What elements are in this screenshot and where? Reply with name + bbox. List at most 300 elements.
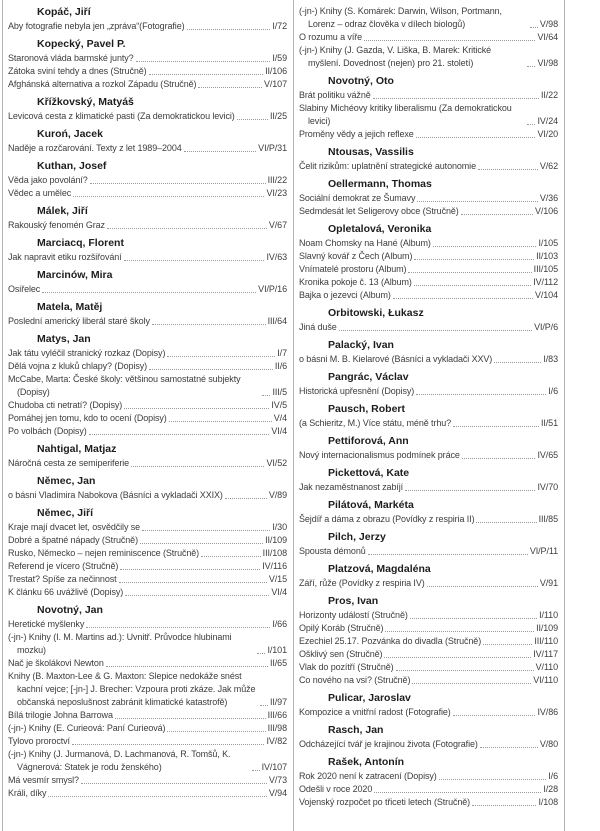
author-section — [299, 178, 558, 218]
dotted-leader — [433, 246, 537, 247]
entry-title: Sedmdesát let Seligerovy obce (Stručně) — [299, 206, 459, 216]
entry-title: Králi, díky — [8, 788, 47, 798]
entry-title: (-jn-) Knihy (J. Gazda, V. Liška, B. Marek: Kritické myšlení. Dovednost (nejen) pro 21. století) — [299, 45, 492, 68]
author-heading: Rašek, Antonín — [328, 756, 405, 768]
entry-page-ref: V/36 — [539, 193, 558, 203]
index-entry — [8, 347, 287, 360]
index-entry — [299, 353, 558, 366]
entry-page-ref: II/106 — [265, 66, 287, 76]
author-section — [8, 237, 287, 264]
entry-title: (-jn-) Knihy (I. M. Martins ad.): Uvnitř. Průvodce hlubinami mozku) — [8, 632, 232, 655]
index-entry — [299, 513, 558, 526]
author-heading: Pettiforová, Ann — [328, 435, 409, 447]
dotted-leader — [90, 183, 266, 184]
index-entry — [299, 449, 558, 462]
author-section — [8, 6, 287, 33]
dotted-leader — [368, 554, 528, 555]
author-section — [299, 724, 558, 751]
index-entry — [8, 52, 287, 65]
dotted-leader — [393, 298, 533, 299]
entry-page-ref: III/98 — [267, 723, 287, 733]
entry-title: K článku 66 uvážlivě (Dopisy) — [8, 587, 124, 597]
dotted-leader — [86, 627, 270, 628]
entry-title: Co nového na vsi? (Stručně) — [299, 675, 411, 685]
author-section — [8, 128, 287, 155]
author-section — [299, 563, 558, 590]
entry-page-ref: VI/23 — [266, 188, 287, 198]
entry-page-ref: III/22 — [267, 175, 287, 185]
entry-title: Nový internacionalismus podmínek práce — [299, 450, 460, 460]
entry-title: Jiná duše — [299, 322, 337, 332]
entry-page-ref: VI/P/6 — [534, 322, 558, 332]
entry-title: (-jn-) Knihy (E. Curieová: Paní Curieová) — [8, 723, 166, 733]
index-entry — [8, 774, 287, 787]
dotted-leader — [201, 556, 261, 557]
entry-page-ref: I/28 — [543, 784, 558, 794]
dotted-leader — [439, 779, 547, 780]
dotted-leader — [257, 653, 265, 654]
entry-title: Náročná cesta ze semiperiferie — [8, 458, 130, 468]
entry-page-ref: V/62 — [539, 161, 558, 171]
entry-page-ref: I/108 — [538, 797, 558, 807]
entry-title: Kronika pokoje č. 13 (Album) — [299, 277, 412, 287]
entry-page-ref: II/103 — [536, 251, 558, 261]
index-entry — [8, 787, 287, 800]
index-entry — [299, 661, 558, 674]
entry-title: Vědec a umělec — [8, 188, 72, 198]
entry-title: Rakouský fenomén Graz — [8, 220, 105, 230]
dotted-leader — [480, 747, 538, 748]
author-heading: Pickettová, Kate — [328, 467, 410, 479]
author-heading: Platzová, Magdaléna — [328, 563, 431, 575]
author-section — [8, 604, 287, 800]
entry-title: Má vesmír smysl? — [8, 775, 79, 785]
entry-page-ref: IV/5 — [271, 400, 287, 410]
author-section — [8, 205, 287, 232]
entry-title: Afghánská alternativa a rozkol Západu (Stručně) — [8, 79, 197, 89]
author-heading: Kopecký, Pavel P. — [37, 38, 126, 50]
dotted-leader — [410, 618, 537, 619]
entry-title: Jak napravit etiku rozšiřování — [8, 252, 122, 262]
entry-title: Opilý Koráb (Stručně) — [299, 623, 384, 633]
author-section — [299, 223, 558, 302]
author-section — [299, 756, 558, 809]
entry-page-ref: II/22 — [540, 90, 558, 100]
author-heading: Pilátová, Markéta — [328, 499, 414, 511]
author-section — [8, 475, 287, 502]
entry-title: Proměny vědy a jejich reflexe — [299, 129, 414, 139]
author-section — [299, 403, 558, 430]
entry-page-ref: I/101 — [267, 645, 287, 655]
index-entry — [8, 283, 287, 296]
entry-page-ref: VI/20 — [537, 129, 558, 139]
author-heading: Matela, Matěj — [37, 301, 103, 313]
index-entry — [299, 545, 558, 558]
entry-page-ref: V/4 — [273, 413, 287, 423]
dotted-leader — [198, 87, 262, 88]
dotted-leader — [125, 595, 269, 596]
entry-page-ref: IV/116 — [262, 561, 287, 571]
index-entry — [8, 534, 287, 547]
entry-title: Tylovo proroctví — [8, 736, 70, 746]
index-entry — [299, 237, 558, 250]
dotted-leader — [142, 530, 270, 531]
entry-page-ref: I/7 — [277, 348, 287, 358]
entry-title: Poslední americký liberál staré školy — [8, 316, 150, 326]
entry-page-ref: VI/P/11 — [529, 546, 558, 556]
entry-title: Historická upřesnění (Dopisy) — [299, 386, 415, 396]
author-section — [8, 443, 287, 470]
index-entry — [299, 635, 558, 648]
dotted-leader — [416, 394, 546, 395]
entry-title: Rusko, Německo – nejen reminiscence (Stručně) — [8, 548, 200, 558]
dotted-leader — [478, 169, 538, 170]
index-entry — [8, 315, 287, 328]
author-section — [299, 75, 558, 141]
entry-page-ref: I/6 — [548, 771, 558, 781]
entry-page-ref: II/25 — [269, 111, 287, 121]
entry-page-ref: I/83 — [543, 354, 558, 364]
index-entry — [8, 110, 287, 123]
entry-page-ref: II/51 — [540, 418, 558, 428]
author-heading: Novotný, Jan — [37, 604, 103, 616]
entry-title: Zátoka sviní tehdy a dnes (Stručně) — [8, 66, 147, 76]
index-entry — [8, 586, 287, 599]
dotted-leader — [120, 569, 260, 570]
index-entry — [8, 547, 287, 560]
entry-page-ref: I/110 — [539, 610, 558, 620]
index-entry — [299, 5, 558, 31]
dotted-leader — [124, 260, 265, 261]
index-entry — [8, 521, 287, 534]
dotted-leader — [494, 362, 541, 363]
index-entry — [8, 457, 287, 470]
index-entry — [8, 20, 287, 33]
author-heading: Matys, Jan — [37, 333, 91, 345]
entry-title: Po volbách (Dopisy) — [8, 426, 87, 436]
index-entry — [8, 174, 287, 187]
dotted-leader — [42, 292, 256, 293]
entry-title: Dělá vojna z kluků chlapy? (Dopisy) — [8, 361, 148, 371]
entry-title: Odcházející tvář je krajinou života (Fotografie) — [299, 739, 478, 749]
dotted-leader — [237, 119, 268, 120]
entry-title: Trestat? Spíše za nečinnost — [8, 574, 117, 584]
entry-title: Pomáhej jen tomu, kdo to ocení (Dopisy) — [8, 413, 167, 423]
dotted-leader — [184, 151, 257, 152]
dotted-leader — [167, 731, 265, 732]
dotted-leader — [107, 228, 267, 229]
entry-title: Staronová vláda barmské junty? — [8, 53, 134, 63]
author-section — [8, 301, 287, 328]
entry-page-ref: I/72 — [272, 21, 287, 31]
author-section — [8, 160, 287, 200]
index-entry — [299, 622, 558, 635]
author-heading: Kuthan, Josef — [37, 160, 107, 172]
entry-page-ref: IV/117 — [533, 649, 558, 659]
index-entry — [299, 44, 558, 70]
author-heading: Rasch, Jan — [328, 724, 384, 736]
dotted-leader — [81, 783, 267, 784]
entry-page-ref: V/106 — [534, 206, 558, 216]
entry-page-ref: II/109 — [265, 535, 287, 545]
entry-title: Sociální demokrat ze Šumavy — [299, 193, 416, 203]
dotted-leader — [384, 657, 531, 658]
dotted-leader — [48, 796, 266, 797]
author-section — [299, 307, 558, 334]
dotted-leader — [414, 259, 534, 260]
index-entry — [8, 722, 287, 735]
author-section — [299, 499, 558, 526]
author-heading: Pros, Ivan — [328, 595, 379, 607]
author-heading: Palacký, Ivan — [328, 339, 394, 351]
entry-title: Horizonty událostí (Stručně) — [299, 610, 408, 620]
entry-page-ref: IV/86 — [537, 707, 558, 717]
entry-page-ref: II/65 — [269, 658, 287, 668]
entry-page-ref: VI/4 — [271, 426, 287, 436]
entry-page-ref: III/85 — [538, 514, 558, 524]
author-heading: Oellermann, Thomas — [328, 178, 432, 190]
dotted-leader — [339, 330, 532, 331]
dotted-leader — [373, 98, 539, 99]
index-entry — [299, 385, 558, 398]
dotted-leader — [152, 324, 266, 325]
entry-title: Ošklivý sen (Stručně) — [299, 649, 383, 659]
author-section — [299, 435, 558, 462]
index-entry — [299, 674, 558, 687]
entry-page-ref: IV/24 — [537, 116, 558, 126]
author-heading: Němec, Jiří — [37, 507, 94, 519]
index-entry — [8, 219, 287, 232]
dotted-leader — [149, 74, 264, 75]
author-heading: Orbitowski, Łukasz — [328, 307, 424, 319]
entry-title: (a Schieritz, M.) Více státu, méně trhu? — [299, 418, 452, 428]
index-entry — [8, 489, 287, 502]
entry-page-ref: V/104 — [534, 290, 558, 300]
index-entry — [8, 65, 287, 78]
index-entry — [8, 425, 287, 438]
dotted-leader — [483, 644, 532, 645]
entry-title: Vojenský rozpočet po třiceti letech (Stručně) — [299, 797, 471, 807]
dotted-leader — [530, 27, 538, 28]
entry-page-ref: IV/82 — [266, 736, 287, 746]
entry-page-ref: V/98 — [539, 19, 558, 29]
entry-page-ref: VI/110 — [533, 675, 558, 685]
entry-page-ref: IV/63 — [266, 252, 287, 262]
entry-title: (-jn-) Knihy (J. Jurmanová, D. Lachmanová, R. Tomšů, K. Vágnerová: Statek je rodu ženského) — [8, 749, 231, 772]
dotted-leader — [374, 792, 541, 793]
entry-title: Knihy (B. Maxton-Lee & G. Maxton: Slepice nedokáže snést kachní vejce; [-jn-] J. Brecher: Vzpoura proti zkáze. Jak může občanská neposlušnost zabránit klimatické katastrofě) — [8, 671, 256, 707]
entry-title: Jak tátu vyléčil stranický rozkaz (Dopisy) — [8, 348, 166, 358]
author-section — [299, 595, 558, 687]
index-entry — [8, 709, 287, 722]
dotted-leader — [187, 29, 271, 30]
index-entry — [299, 160, 558, 173]
entry-page-ref: IV/107 — [261, 762, 287, 772]
entry-page-ref: VI/4 — [271, 587, 287, 597]
dotted-leader — [453, 715, 536, 716]
index-entry — [8, 657, 287, 670]
entry-title: Aby fotografie nebyla jen „zpráva“(Fotografie) — [8, 21, 185, 31]
index-entry — [299, 577, 558, 590]
author-section — [8, 507, 287, 599]
entry-title: O rozumu a víře — [299, 32, 363, 42]
entry-page-ref: I/105 — [538, 238, 558, 248]
dotted-leader — [412, 683, 531, 684]
entry-title: Odešli v roce 2020 — [299, 784, 373, 794]
index-entry — [299, 609, 558, 622]
author-heading: Ntousas, Vassilis — [328, 146, 414, 158]
index-entry — [299, 250, 558, 263]
author-section — [299, 339, 558, 366]
dotted-leader — [385, 631, 534, 632]
index-entry — [299, 648, 558, 661]
entry-page-ref: V/110 — [535, 662, 558, 672]
dotted-leader — [225, 498, 267, 499]
entry-page-ref: III/66 — [267, 710, 287, 720]
index-entry — [299, 31, 558, 44]
author-section — [8, 96, 287, 123]
dotted-leader — [89, 434, 270, 435]
index-entry — [8, 573, 287, 586]
dotted-leader — [364, 40, 535, 41]
author-heading: Marcinów, Mira — [37, 269, 113, 281]
entry-title: Září, růže (Povídky z respiria IV) — [299, 578, 425, 588]
index-entry — [8, 399, 287, 412]
dotted-leader — [72, 744, 265, 745]
author-section — [299, 5, 558, 70]
dotted-leader — [73, 196, 264, 197]
entry-page-ref: II/6 — [274, 361, 287, 371]
entry-page-ref: V/15 — [268, 574, 287, 584]
dotted-leader — [115, 718, 266, 719]
entry-title: Dobré a špatné nápady (Stručně) — [8, 535, 138, 545]
entry-page-ref: I/30 — [272, 522, 287, 532]
entry-title: Levicová cesta z klimatické pasti (Za demokratickou levici) — [8, 111, 235, 121]
index-entry — [299, 128, 558, 141]
entry-page-ref: I/59 — [272, 53, 287, 63]
author-section — [8, 38, 287, 91]
author-section — [299, 146, 558, 173]
entry-page-ref: II/109 — [536, 623, 558, 633]
dotted-leader — [453, 426, 539, 427]
dotted-leader — [167, 356, 275, 357]
entry-title: Kompozice a vnitřní radost (Fotografie) — [299, 707, 451, 717]
author-heading: Pilch, Jerzy — [328, 531, 386, 543]
index-entry — [8, 748, 287, 774]
index-entry — [299, 289, 558, 302]
entry-page-ref: III/5 — [272, 387, 287, 397]
entry-title: Bajka o jezevci (Album) — [299, 290, 391, 300]
index-entry — [299, 192, 558, 205]
author-section — [299, 692, 558, 719]
author-section — [8, 269, 287, 296]
dotted-leader — [414, 285, 531, 286]
index-entry — [8, 142, 287, 155]
author-heading: Pausch, Robert — [328, 403, 406, 415]
entry-page-ref: VI/52 — [266, 458, 287, 468]
entry-page-ref: V/80 — [539, 739, 558, 749]
entry-title: o básni Vladimira Nabokova (Básníci a vykladači XXIX) — [8, 490, 223, 500]
index-entry — [299, 205, 558, 218]
entry-title: Slabiny Michéovy kritiky liberalismu (Za demokratickou levici) — [299, 103, 512, 126]
index-entry — [8, 412, 287, 425]
index-entry — [8, 735, 287, 748]
entry-page-ref: III/110 — [534, 636, 558, 646]
index-entry — [8, 187, 287, 200]
entry-page-ref: II/97 — [269, 697, 287, 707]
entry-title: Noam Chomsky na Hané (Album) — [299, 238, 431, 248]
entry-page-ref: IV/112 — [533, 277, 558, 287]
dotted-leader — [462, 458, 536, 459]
index-entry — [299, 321, 558, 334]
dotted-leader — [106, 666, 268, 667]
author-heading: Marciacq, Florent — [37, 237, 124, 249]
dotted-leader — [476, 522, 536, 523]
entry-title: Brát politiku vážně — [299, 90, 371, 100]
author-heading: Opletalová, Veronika — [328, 223, 432, 235]
dotted-leader — [262, 395, 270, 396]
entry-page-ref: I/6 — [548, 386, 558, 396]
index-entry — [299, 263, 558, 276]
entry-page-ref: IV/65 — [537, 450, 558, 460]
entry-title: Ezechiel 25.17. Pozvánka do divadla (Stručně) — [299, 636, 482, 646]
dotted-leader — [427, 586, 538, 587]
author-heading: Pulicar, Jaroslav — [328, 692, 411, 704]
entry-page-ref: V/94 — [268, 788, 287, 798]
author-section — [299, 371, 558, 398]
index-entry — [299, 102, 558, 128]
dotted-leader — [136, 61, 271, 62]
index-entry — [8, 360, 287, 373]
entry-title: McCabe, Marta: České školy: většinou samostatné subjekty (Dopisy) — [8, 374, 241, 397]
entry-page-ref: V/89 — [268, 490, 287, 500]
index-column-left — [2, 0, 293, 831]
entry-title: Kraje mají dvacet let, osvědčily se — [8, 522, 141, 532]
dotted-leader — [252, 770, 260, 771]
entry-title: Čelit rizikům: uplatnění strategické autonomie — [299, 161, 476, 171]
index-entry — [299, 783, 558, 796]
entry-page-ref: V/91 — [539, 578, 558, 588]
entry-page-ref: I/66 — [272, 619, 287, 629]
entry-title: Slavný kovář z Čech (Album) — [299, 251, 413, 261]
index-entry — [299, 796, 558, 809]
author-heading: Novotný, Oto — [328, 75, 394, 87]
dotted-leader — [124, 408, 269, 409]
entry-title: Šejdíř a dáma z obrazu (Povídky z respiria II) — [299, 514, 475, 524]
index-entry — [8, 78, 287, 91]
entry-page-ref: III/105 — [533, 264, 558, 274]
entry-title: Jak nezaměstnanost zabíjí — [299, 482, 404, 492]
entry-title: Spousta démonů — [299, 546, 366, 556]
entry-title: Rok 2020 není k zatracení (Dopisy) — [299, 771, 437, 781]
dotted-leader — [119, 582, 267, 583]
entry-page-ref: IV/70 — [537, 482, 558, 492]
entry-title: Osiřelec — [8, 284, 41, 294]
author-heading: Křížkovský, Matyáš — [37, 96, 134, 108]
entry-page-ref: III/64 — [267, 316, 287, 326]
index-entry — [8, 618, 287, 631]
dotted-leader — [416, 137, 536, 138]
entry-title: Heretické myšlenky — [8, 619, 85, 629]
author-heading: Pangrác, Václav — [328, 371, 409, 383]
entry-page-ref: V/73 — [268, 775, 287, 785]
entry-page-ref: VI/64 — [537, 32, 558, 42]
author-heading: Kopáč, Jiří — [37, 6, 91, 18]
entry-page-ref: V/67 — [268, 220, 287, 230]
entry-title: Věda jako povolání? — [8, 175, 88, 185]
entry-title: Naděje a rozčarování. Texty z let 1989–2004 — [8, 143, 182, 153]
index-entry — [8, 251, 287, 264]
